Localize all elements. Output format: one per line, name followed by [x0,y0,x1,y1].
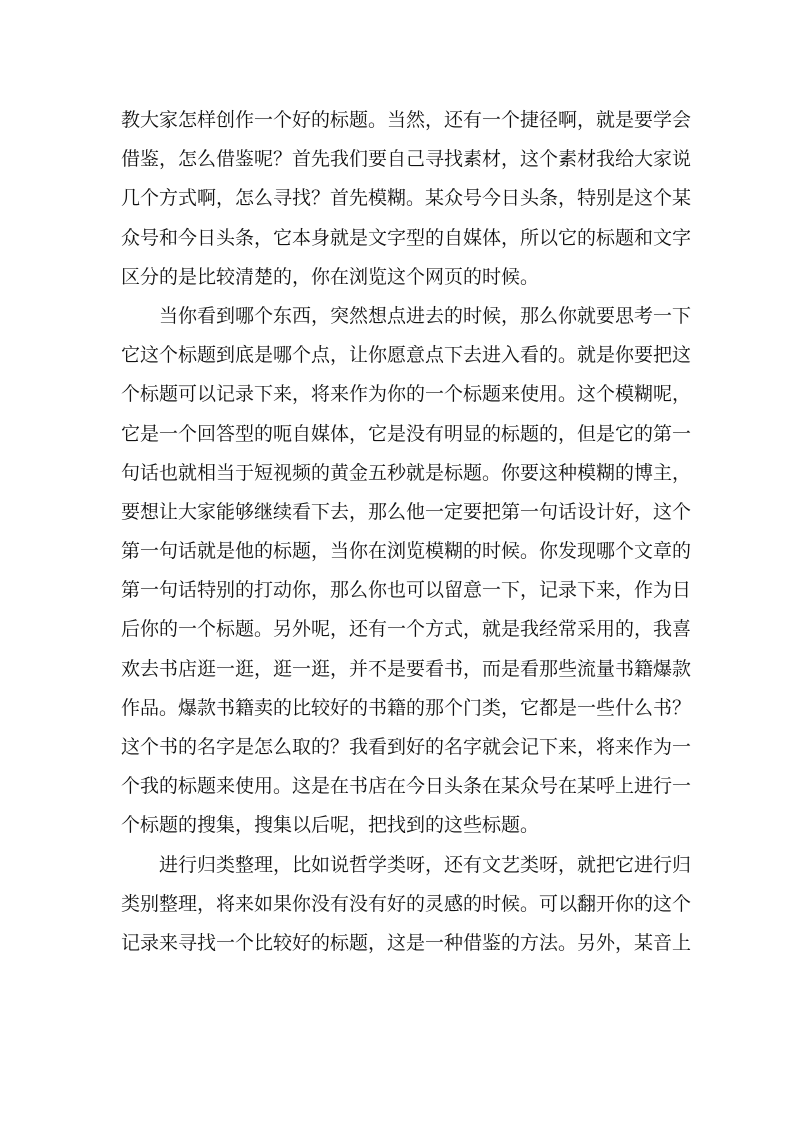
paragraph-3-line-3: 记录来寻找一个比较好的标题，这是一种借鉴的方法。另外，某音上 [121,931,692,954]
paragraph-2-line-11: 作品。爆款书籍卖的比较好的书籍的那个门类，它都是一些什么书？ [121,696,692,719]
paragraph-1-line-2: 借鉴，怎么借鉴呢？首先我们要自己寻找素材，这个素材我给大家说 [121,148,692,171]
paragraph-1-line-4: 众号和今日头条，它本身就是文字型的自媒体，所以它的标题和文字 [121,226,692,249]
paragraph-2-line-3: 个标题可以记录下来，将来作为你的一个标题来使用。这个模糊呢， [121,383,692,406]
paragraph-2-line-9: 后你的一个标题。另外呢，还有一个方式，就是我经常采用的，我喜 [121,618,692,641]
paragraph-2-line-1: 当你看到哪个东西，突然想点进去的时候，那么你就要思考一下 [159,304,692,327]
body-text [121,101,692,963]
paragraph-2-line-13: 个我的标题来使用。这是在书店在今日头条在某众号在某呼上进行一 [121,775,692,798]
paragraph-3-line-1: 进行归类整理，比如说哲学类呀，还有文艺类呀，就把它进行归 [159,853,692,876]
paragraph-2-line-4: 它是一个回答型的呃自媒体，它是没有明显的标题的，但是它的第一 [121,422,692,445]
paragraph-2-line-2: 它这个标题到底是哪个点，让你愿意点下去进入看的。就是你要把这 [121,344,692,367]
paragraph-3-line-2: 类别整理，将来如果你没有没有好的灵感的时候。可以翻开你的这个 [121,892,692,915]
paragraph-2-line-10: 欢去书店逛一逛，逛一逛，并不是要看书，而是看那些流量书籍爆款 [121,657,692,680]
paragraph-1-line-5: 区分的是比较清楚的，你在浏览这个网页的时候。 [121,265,540,288]
paragraph-2-line-12: 这个书的名字是怎么取的？我看到好的名字就会记下来，将来作为一 [121,736,692,758]
paragraph-1-line-3: 几个方式啊，怎么寻找？首先模糊。某众号今日头条，特别是这个某 [121,187,692,210]
paragraph-2-line-5: 句话也就相当于短视频的黄金五秒就是标题。你要这种模糊的博主， [121,461,692,484]
paragraph-2-line-6: 要想让大家能够继续看下去，那么他一定要把第一句话设计好，这个 [121,500,692,523]
paragraph-1-line-1: 教大家怎样创作一个好的标题。当然，还有一个捷径啊，就是要学会 [121,109,692,131]
paragraph-2-line-7: 第一句话就是他的标题，当你在浏览模糊的时候。你发现哪个文章的 [121,540,692,563]
paragraph-2-line-14: 个标题的搜集，搜集以后呢，把找到的这些标题。 [121,814,540,837]
paragraph-2-line-8: 第一句话特别的打动你，那么你也可以留意一下，记录下来，作为日 [121,579,692,602]
